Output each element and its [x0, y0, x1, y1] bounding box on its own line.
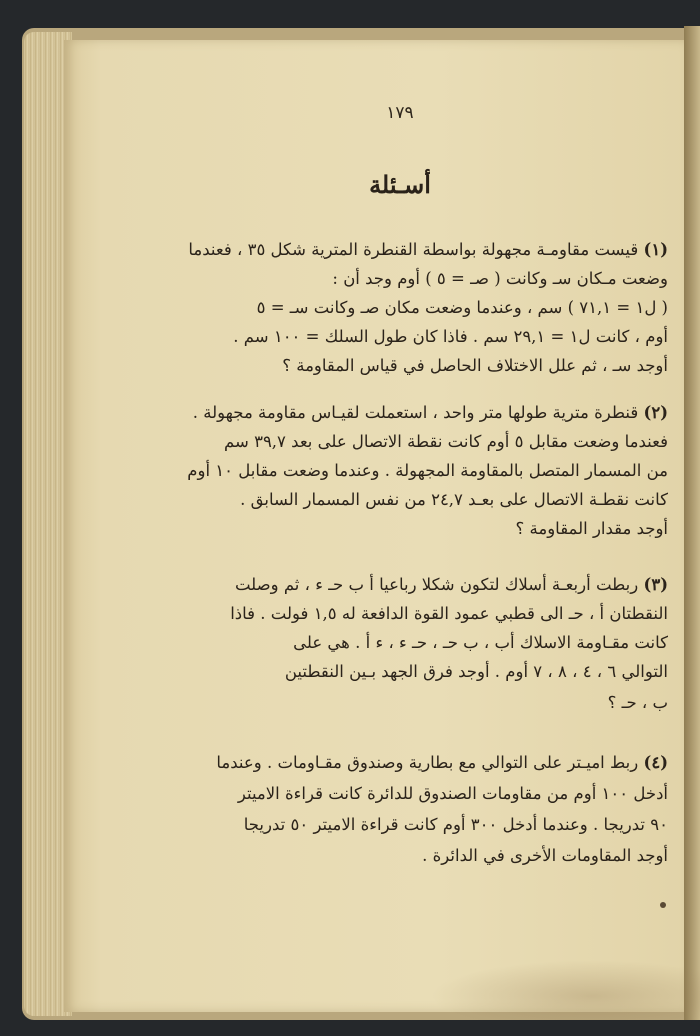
question-number: (٤) [643, 753, 668, 772]
page-number: ١٧٩ [386, 103, 414, 123]
question-line [148, 750, 668, 776]
facing-page-edge [684, 26, 700, 1020]
question-text: قيست مقاومـة مجهولة بواسطة القنطرة المترية شكل ٣٥ ، فعندما [188, 240, 639, 259]
question-line: ب ، حـ ؟ [607, 693, 668, 712]
question-line: أوجد سـ ، ثم علل الاختلاف الحاصل في قياس المقاومة ؟ [282, 356, 668, 375]
question-line [148, 400, 668, 426]
question-line [148, 572, 668, 598]
question-line: أوجد المقاومات الأخرى في الدائرة . [422, 846, 668, 865]
question-line: التوالي ٦ ، ٤ ، ٨ ، ٧ أوم . أوجد فرق الجهد بـين النقطتين [284, 662, 668, 681]
question-line: فعندما وضعت مقابل ٥ أوم كانت نقطة الاتصال على بعد ٣٩,٧ سم [224, 432, 668, 451]
question-number: (٢) [643, 403, 668, 422]
question-line: كانت نقطـة الاتصال على بعـد ٢٤,٧ من نفس المسمار السابق . [240, 490, 668, 509]
question-line: كانت مقـاومة الاسلاك أب ، ب حـ ، حـ ء ، ء أ . هي على [293, 633, 668, 652]
question-line: أوم ، كانت ل١ = ٢٩,١ سم . فاذا كان طول السلك = ١٠٠ سم . [233, 327, 668, 346]
question-number: (٣) [643, 575, 668, 594]
question-line: ٩٠ تدريجا . وعندما أدخل ٣٠٠ أوم كانت قراءة الاميتر ٥٠ تدريجا [243, 815, 668, 834]
question-line: وضعت مـكان سـ وكانت ( صـ = ٥ ) أوم وجد أن : [332, 269, 668, 288]
question-number: (١) [643, 240, 668, 259]
question-text: ربطت أربعـة أسلاك لتكون شكلا رباعيا أ ب حـ ء ، ثم وصلت [234, 575, 639, 594]
question-line: النقطتان أ ، حـ الى قطبي عمود القوة الدافعة له ١,٥ فولت . فاذا [230, 604, 668, 623]
question-text: ربط اميـتر على التوالي مع بطارية وصندوق مقـاومات . وعندما [216, 753, 639, 772]
question-line: أدخل ١٠٠ أوم من مقاومات الصندوق للدائرة كانت قراءة الاميتر [237, 784, 668, 803]
question-line: من المسمار المتصل بالمقاومة المجهولة . وعندما وضعت مقابل ١٠ أوم [187, 461, 668, 480]
question-text: قنطرة مترية طولها متر واحد ، استعملت لقيـاس مقاومة مجهولة . [192, 403, 639, 422]
ink-speck [660, 902, 666, 908]
question-line: أوجد مقدار المقاومة ؟ [515, 519, 668, 538]
page-stain [430, 960, 700, 1020]
question-line: ( ل١ = ٧١,١ ) سم ، وعندما وضعت مكان صـ وكانت سـ = ٥ [256, 298, 668, 317]
page-title: أسـئلة [369, 170, 431, 199]
question-line [148, 237, 668, 263]
